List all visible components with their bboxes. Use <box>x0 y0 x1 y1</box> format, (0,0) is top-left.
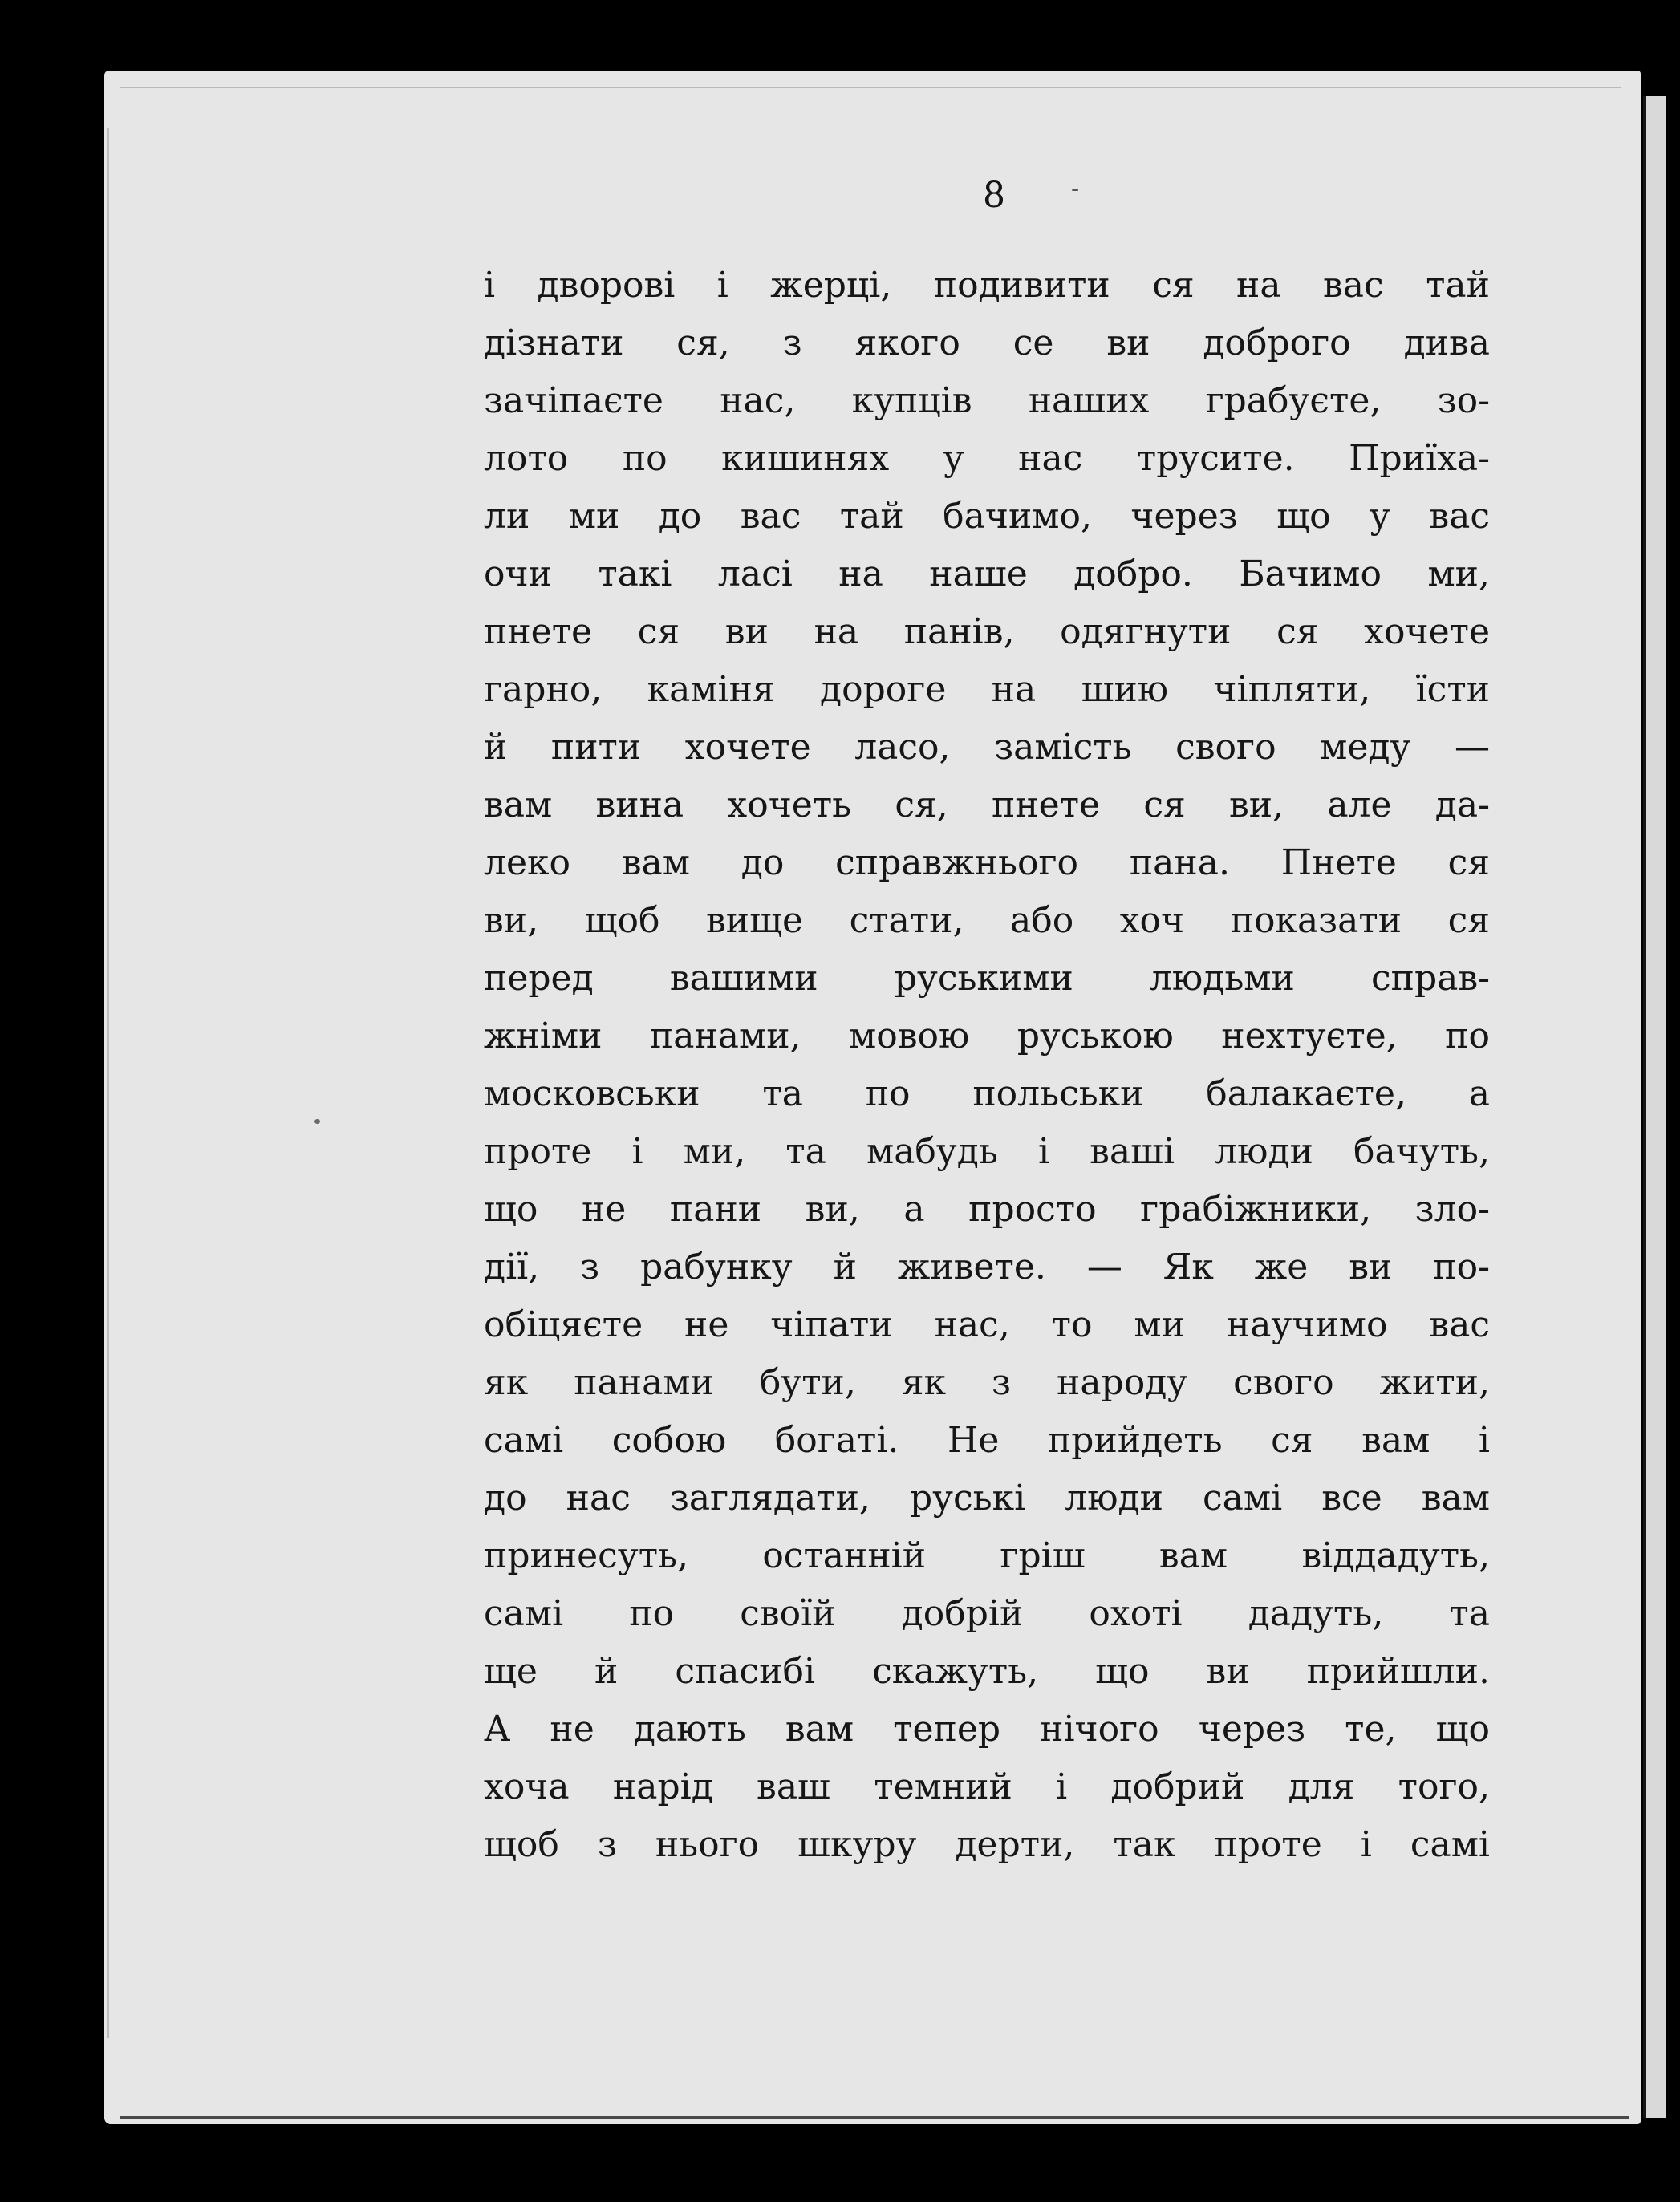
text-line: як панами бути, як з народу свого жити, <box>484 1362 1490 1403</box>
text-line: А не дають вам тепер нічого через те, що <box>484 1709 1490 1750</box>
text-line: до нас заглядати, руські люди самі все вам <box>484 1478 1490 1519</box>
text-line: ще й спасибі скажуть, що ви прийшли. <box>484 1651 1490 1692</box>
text-line: хоча нарід ваш темний і добрий для того, <box>484 1766 1490 1807</box>
page-bottom-edge <box>120 2116 1629 2119</box>
text-line: самі по своїй добрій охоті дадуть, та <box>484 1593 1490 1634</box>
text-line: лото по кишинях у нас трусите. Приїха- <box>484 438 1490 479</box>
text-line: самі собою богаті. Не прийдеть ся вам і <box>484 1420 1490 1461</box>
text-line: й пити хочете ласо, замість свого меду — <box>484 727 1490 768</box>
text-line: проте і ми, та мабудь і ваші люди бачуть, <box>484 1131 1490 1172</box>
text-line: дії, з рабунку й живете. — Як же ви по- <box>484 1247 1490 1288</box>
text-line: леко вам до справжнього пана. Пнете ся <box>484 842 1490 883</box>
adjacent-page-strip <box>1643 96 1666 2118</box>
text-line: московськи та по польськи балакаєте, а <box>484 1073 1490 1114</box>
text-line: ли ми до вас тай бачимо, через що у вас <box>484 496 1490 537</box>
text-line: принесуть, останній гріш вам віддадуть, <box>484 1535 1490 1576</box>
text-line: перед вашими руськими людьми справ- <box>484 958 1490 999</box>
text-line: щоб з нього шкуру дерти, так проте і самі <box>484 1824 1490 1865</box>
text-line: ви, щоб вище стати, або хоч показати ся <box>484 900 1490 941</box>
text-line: що не пани ви, а просто грабіжники, зло- <box>484 1189 1490 1230</box>
text-line: і дворові і жерці, подивити ся на вас тай <box>484 265 1490 306</box>
text-line: зачіпаєте нас, купців наших грабуєте, зо- <box>484 380 1490 421</box>
ink-speck <box>314 1119 320 1124</box>
text-line: дізнати ся, з якого се ви доброго дива <box>484 322 1490 363</box>
body-text <box>484 257 1490 1874</box>
text-line: обіцяєте не чіпати нас, то ми научимо вас <box>484 1304 1490 1345</box>
text-line: вам вина хочеть ся, пнете ся ви, але да- <box>484 785 1490 825</box>
text-line: очи такі ласі на наше добро. Бачимо ми, <box>484 554 1490 594</box>
page-number: 8 <box>983 175 1005 216</box>
text-line: гарно, каміня дороге на шию чіпляти, їсти <box>484 669 1490 710</box>
page-top-edge <box>120 87 1621 88</box>
text-line: жніми панами, мовою руською нехтуєте, по <box>484 1016 1490 1056</box>
page-number-mark: - <box>1071 175 1080 203</box>
page-left-edge <box>107 128 109 2038</box>
text-line: пнете ся ви на панів, одягнути ся хочете <box>484 611 1490 652</box>
